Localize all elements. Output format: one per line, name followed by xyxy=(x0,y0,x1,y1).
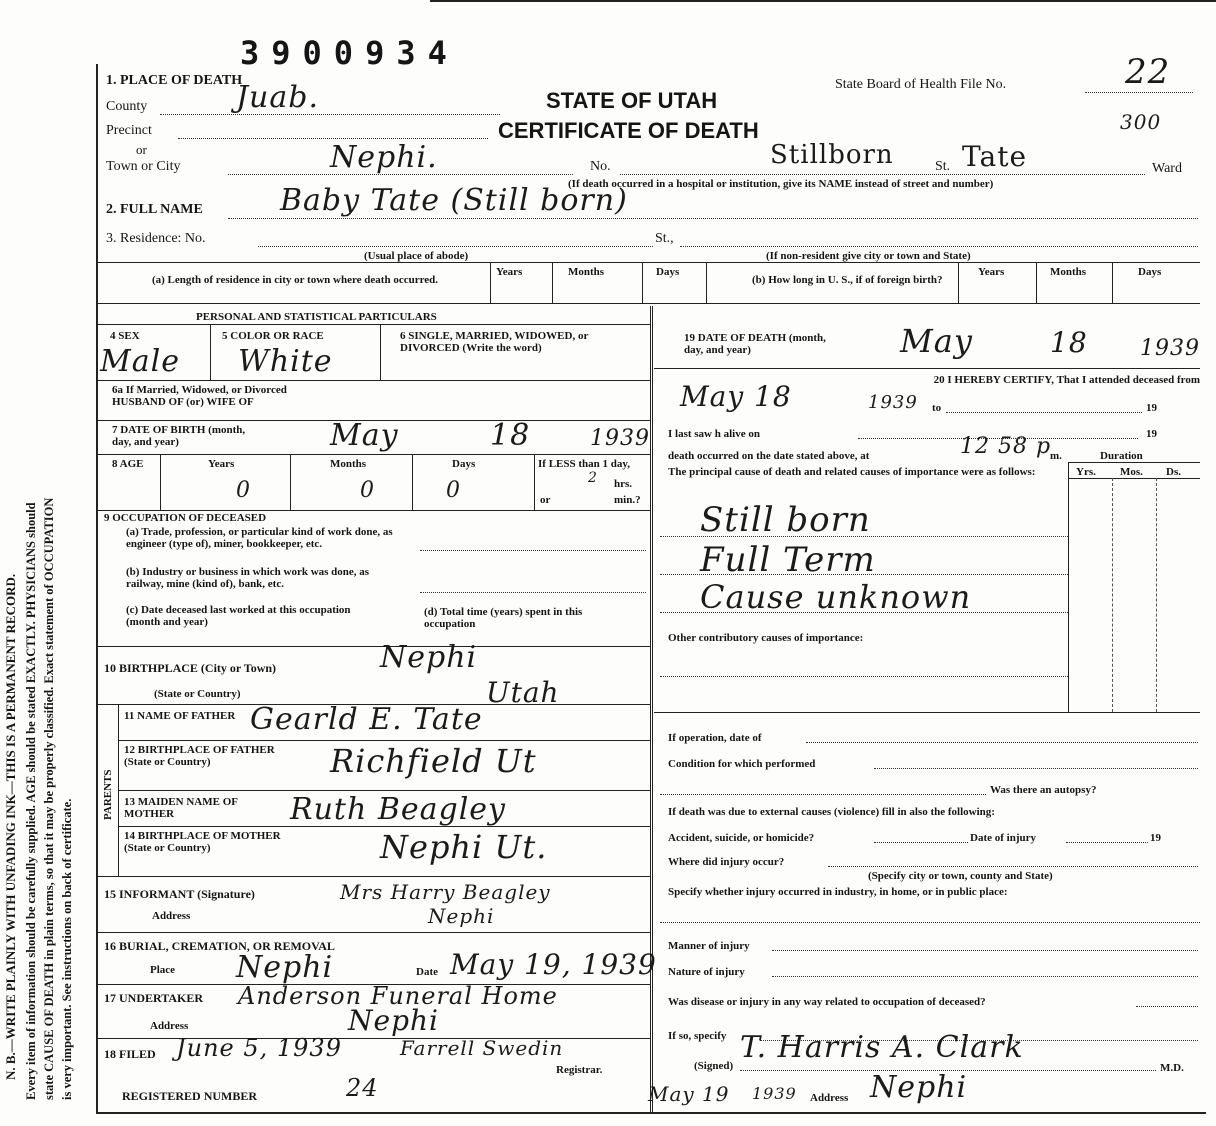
principal-cause-label: The principal cause of death and related causes of importance were as follows: xyxy=(668,466,1036,478)
sign-address: Nephi xyxy=(870,1070,968,1105)
serial-number: 3900934 xyxy=(240,34,459,72)
father-birthplace: Richfield Ut xyxy=(330,742,537,780)
hrs-value: 2 xyxy=(588,470,598,486)
md-label: M.D. xyxy=(1160,1062,1184,1074)
county-value: Juab. xyxy=(236,80,319,115)
burial-label: 16 BURIAL, CREMATION, OR REMOVAL xyxy=(104,939,335,953)
registered-number: 24 xyxy=(346,1074,379,1102)
death-time: 12 58 p xyxy=(960,434,1052,459)
color-label: 5 COLOR OR RACE xyxy=(222,330,324,342)
where-injury-label: Where did injury occur? xyxy=(668,856,785,868)
hrs-label: hrs. xyxy=(614,478,633,490)
ward-label: Ward xyxy=(1152,161,1182,176)
specify-city-note: (Specify city or town, county and State) xyxy=(868,870,1053,882)
undertaker-address-label: Address xyxy=(150,1020,189,1032)
cause-line-1: Still born xyxy=(700,500,871,540)
age-days-label: Days xyxy=(452,458,476,470)
occ-a: (a) Trade, profession, or particular kind of work done, as engineer (type of), miner, bookkeeper, etc. xyxy=(126,526,393,550)
usual-abode-note: (Usual place of abode) xyxy=(364,250,469,262)
specify-industry-label: Specify whether injury occurred in industry, in home, or in public place: xyxy=(668,886,1008,898)
burial-place-label: Place xyxy=(150,964,176,976)
duration-ds: Ds. xyxy=(1166,466,1181,478)
res-days: Days xyxy=(656,266,680,278)
disease-occupation-label: Was disease or injury in any way related to occupation of deceased? xyxy=(668,996,986,1008)
filed-label: 18 FILED xyxy=(104,1047,156,1061)
registrar-signature: Farrell Swedin xyxy=(400,1036,564,1060)
operation-label: If operation, date of xyxy=(668,732,762,744)
birthplace-label: 10 BIRTHPLACE (City or Town) xyxy=(104,661,277,675)
undertaker-value: Anderson Funeral Home xyxy=(238,982,558,1010)
center-divider xyxy=(650,306,653,1112)
residence-st-label: St., xyxy=(655,231,674,246)
informant-address-label: Address xyxy=(152,910,191,922)
length-residence-label: (a) Length of residence in city or town where death occurred. xyxy=(151,274,439,286)
dod-year: 1939 xyxy=(1140,336,1200,361)
color-value: White xyxy=(238,344,333,379)
st-label: St. xyxy=(935,159,951,174)
dod-label: 19 DATE OF DEATH (month, day, and year) xyxy=(684,332,826,356)
no-label: No. xyxy=(590,159,611,174)
town-label: Town or City xyxy=(106,159,181,174)
sidebar-instructions-2: state CAUSE OF DEATH in plain terms, so that it may be properly classified. Exact statement of OCCUPATION xyxy=(42,497,56,1100)
mother-value: Ruth Beagley xyxy=(290,792,507,827)
nonresident-note: (If non-resident give city or town and State) xyxy=(766,250,971,262)
mother-birthplace: Nephi Ut. xyxy=(380,828,548,866)
death-time-label: death occurred on the date stated above, at xyxy=(668,450,870,462)
cause-line-2: Full Term xyxy=(700,540,876,580)
sidebar-warning: N. B.—WRITE PLAINLY WITH UNFADING INK—THIS IS A PERMANENT RECORD. xyxy=(3,573,18,1080)
to-label: to xyxy=(932,402,942,414)
frame-left xyxy=(96,64,98,1114)
dob-day: 18 xyxy=(490,418,531,453)
burial-date-label: Date xyxy=(416,966,438,978)
informant-address: Nephi xyxy=(428,904,495,928)
full-name-value: Baby Tate (Still born) xyxy=(280,183,628,218)
or-min-label: or xyxy=(540,494,551,506)
undertaker-label: 17 UNDERTAKER xyxy=(104,991,204,1005)
dob-month: May xyxy=(330,418,399,453)
filed-date: June 5, 1939 xyxy=(176,1034,342,1062)
occ-c: (c) Date deceased last worked at this occupation (month and year) xyxy=(126,604,351,628)
condition-label: Condition for which performed xyxy=(668,758,816,770)
full-name-label: 2. FULL NAME xyxy=(106,202,203,217)
informant-signature: Mrs Harry Beagley xyxy=(340,880,551,904)
duration-yrs: Yrs. xyxy=(1076,466,1096,478)
contributory-label: Other contributory causes of importance: xyxy=(668,632,864,644)
us-months: Months xyxy=(1050,266,1087,278)
county-label: County xyxy=(106,99,148,114)
birthplace-state-label: (State or Country) xyxy=(154,688,241,700)
us-days: Days xyxy=(1138,266,1162,278)
year-19-a: 19 xyxy=(1146,402,1157,414)
father-birthplace-label: 12 BIRTHPLACE OF FATHER (State or Country) xyxy=(124,744,275,768)
hospital-note: (If death occurred in a hospital or institution, give its NAME instead of street and number) xyxy=(568,178,994,190)
manner-label: Manner of injury xyxy=(668,940,750,952)
age-years-label: Years xyxy=(208,458,235,470)
st-value: Tate xyxy=(962,140,1028,173)
dob-year: 1939 xyxy=(590,426,650,451)
dod-day: 18 xyxy=(1050,326,1088,359)
file-no: 22 xyxy=(1125,52,1171,92)
file-no-label: State Board of Health File No. xyxy=(835,77,1007,92)
or-label: or xyxy=(136,142,147,157)
burial-place: Nephi xyxy=(236,950,334,985)
us-label: (b) How long in U. S., if of foreign birth? xyxy=(752,274,943,286)
undertaker-address: Nephi xyxy=(348,1004,439,1037)
sign-address-label: Address xyxy=(810,1092,849,1104)
father-value: Gearld E. Tate xyxy=(250,702,483,737)
physician-signature: T. Harris A. Clark xyxy=(740,1030,1024,1065)
year-19-b: 19 xyxy=(1146,428,1157,440)
age-label: 8 AGE xyxy=(112,458,144,470)
frame-bottom xyxy=(96,1112,1206,1114)
precinct-label: Precinct xyxy=(106,123,152,138)
spouse-label: 6a If Married, Widowed, or Divorced HUSBAND OF (or) WIFE OF xyxy=(112,384,287,408)
m-label: m. xyxy=(1050,450,1062,462)
occupation-label: 9 OCCUPATION OF DECEASED xyxy=(104,512,267,524)
age-years: 0 xyxy=(236,478,251,503)
us-years: Years xyxy=(978,266,1005,278)
external-causes-label: If death was due to external causes (violence) fill in also the following: xyxy=(668,806,995,818)
occ-b: (b) Industry or business in which work was done, as railway, mine (kind of), bank, etc. xyxy=(126,566,370,590)
personal-heading: PERSONAL AND STATISTICAL PARTICULARS xyxy=(196,311,437,323)
sidebar-instructions-1: Every item of information should be carefully supplied. AGE should be stated EXACTLY. PHYSICIANS should xyxy=(24,502,38,1100)
residence-label: 3. Residence: No. xyxy=(106,231,206,246)
sign-date: May 19 xyxy=(648,1082,730,1106)
if-so-label: If so, specify xyxy=(668,1030,727,1042)
mother-birthplace-label: 14 BIRTHPLACE OF MOTHER (State or Country) xyxy=(124,830,281,854)
nature-label: Nature of injury xyxy=(668,966,745,978)
town-value: Nephi. xyxy=(330,140,438,175)
sex-label: 4 SEX xyxy=(110,330,140,342)
dob-label: 7 DATE OF BIRTH (month, day, and year) xyxy=(112,424,246,448)
certify-label: 20 I HEREBY CERTIFY, That I attended deceased from xyxy=(933,374,1200,386)
burial-date: May 19, 1939 xyxy=(450,948,657,981)
min-label: min.? xyxy=(614,494,641,506)
duration-label: Duration xyxy=(1100,450,1143,462)
sex-value: Male xyxy=(100,344,180,379)
occ-d: (d) Total time (years) spent in this occupation xyxy=(424,606,583,630)
certificate-title: CERTIFICATE OF DEATH xyxy=(498,118,759,143)
attended-year: 1939 xyxy=(868,392,918,413)
age-months: 0 xyxy=(360,478,375,503)
sign-year: 1939 xyxy=(752,1084,797,1103)
street-value: Stillborn xyxy=(770,140,894,170)
autopsy-label: Was there an autopsy? xyxy=(990,784,1097,796)
cause-line-3: Cause unknown xyxy=(700,578,972,616)
marital-label: 6 SINGLE, MARRIED, WIDOWED, or DIVORCED (Write the word) xyxy=(400,330,589,354)
father-label: 11 NAME OF FATHER xyxy=(124,710,236,722)
dod-month: May xyxy=(900,322,973,360)
last-saw-label: I last saw h alive on xyxy=(668,428,760,440)
margin-number: 300 xyxy=(1120,110,1162,134)
sidebar-instructions-3: is very important. See instructions on back of certificate. xyxy=(60,798,74,1100)
res-years: Years xyxy=(496,266,523,278)
injury-year-19: 19 xyxy=(1150,832,1161,844)
age-days: 0 xyxy=(446,478,461,503)
less-than-label: If LESS than 1 day, xyxy=(538,458,631,470)
registered-number-label: REGISTERED NUMBER xyxy=(122,1089,258,1103)
birthplace-value: Nephi xyxy=(380,640,478,675)
mother-label: 13 MAIDEN NAME OF MOTHER xyxy=(124,796,238,820)
parents-label: PARENTS xyxy=(102,769,114,820)
place-of-death-heading: 1. PLACE OF DEATH xyxy=(106,73,243,88)
attended-from: May 18 xyxy=(680,380,792,413)
frame-top xyxy=(430,0,1216,2)
age-months-label: Months xyxy=(330,458,367,470)
informant-label: 15 INFORMANT (Signature) xyxy=(104,887,255,901)
duration-mos: Mos. xyxy=(1120,466,1143,478)
registrar-label: Registrar. xyxy=(556,1064,603,1076)
state-title: STATE OF UTAH xyxy=(546,88,718,113)
injury-date-label: Date of injury xyxy=(970,832,1036,844)
birth-state: Utah xyxy=(486,676,560,709)
res-months: Months xyxy=(568,266,605,278)
signed-label: (Signed) xyxy=(694,1060,734,1072)
accident-label: Accident, suicide, or homicide? xyxy=(668,832,815,844)
